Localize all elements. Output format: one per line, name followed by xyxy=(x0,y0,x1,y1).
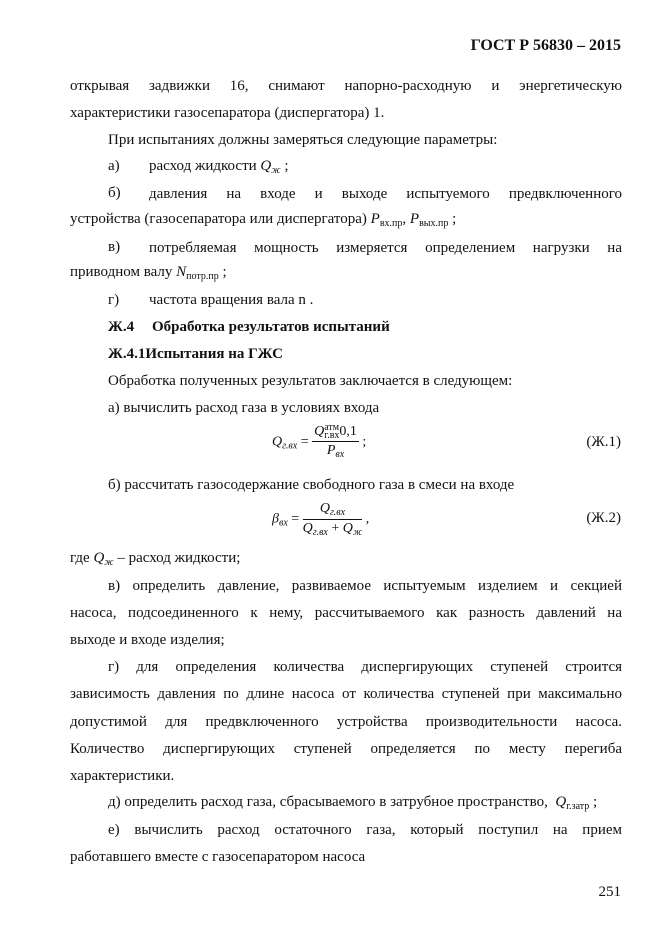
symbol: P xyxy=(370,211,380,227)
list-item-text: устройства (газосепаратора или диспергатора) xyxy=(70,211,367,227)
punctuation: ; xyxy=(284,158,289,174)
word: где xyxy=(70,550,90,566)
punctuation: , xyxy=(402,211,407,227)
formula-subscript: г.вх xyxy=(282,440,298,452)
paragraph-line: открывая задвижки 16, снимают напорно-расходную и энергетическую xyxy=(70,78,622,94)
plus-sign: + xyxy=(331,521,340,536)
paragraph-line xyxy=(70,550,240,568)
symbol: Q xyxy=(319,501,330,516)
paragraph-line: характеристики газосепаратора (диспергатора) 1. xyxy=(70,105,385,121)
equation-number: (Ж.2) xyxy=(586,510,621,526)
fraction-denominator xyxy=(312,442,359,460)
symbol-subscript: ж xyxy=(104,557,114,568)
list-item-text: давления на входе и выходе испытуемого предвключенного xyxy=(149,186,622,202)
formula-2 xyxy=(272,501,369,538)
paragraph-line: Обработка полученных результатов заключается в следующем: xyxy=(108,373,513,389)
list-marker: г) xyxy=(108,292,120,308)
symbol: Q xyxy=(342,521,353,536)
equals-sign: = xyxy=(291,511,300,527)
symbol: Q xyxy=(314,424,325,440)
symbol: Q xyxy=(302,521,313,536)
symbol: P xyxy=(326,443,336,459)
formula-subscript: г.вх xyxy=(312,527,328,538)
symbol: P xyxy=(409,211,420,227)
punctuation: ; xyxy=(593,794,598,810)
list-item-text: приводном валу xyxy=(70,264,173,280)
paragraph-line: При испытаниях должны замеряться следующие параметры: xyxy=(108,132,498,148)
list-item xyxy=(149,158,289,176)
list-marker: в) xyxy=(108,239,121,255)
list-item-continuation xyxy=(70,264,227,282)
punctuation: ; xyxy=(222,264,227,280)
paragraph-line: зависимость давления по длине насоса от количества ступеней при максимально xyxy=(70,686,622,702)
paragraph-line: Количество диспергирующих ступеней определяется по месту перегиба xyxy=(70,741,622,757)
paragraph-line: работавшего вместе с газосепаратором насоса xyxy=(70,849,366,865)
list-item-text: расход жидкости xyxy=(149,158,257,174)
fraction xyxy=(303,501,363,538)
punctuation: ; xyxy=(362,434,367,450)
subsection-title: Ж.4.1Испытания на ГЖС xyxy=(108,346,283,362)
symbol-subscript: потр.пр xyxy=(186,271,219,282)
section-title: Обработка результатов испытаний xyxy=(152,319,390,335)
document-header: ГОСТ Р 56830 – 2015 xyxy=(470,37,621,54)
superscript: атм xyxy=(324,422,340,433)
fraction xyxy=(312,424,359,460)
paragraph-line: выходе и входе изделия; xyxy=(70,632,225,648)
formula-lhs: Q xyxy=(272,434,283,450)
equation-number: (Ж.1) xyxy=(586,434,621,450)
list-marker: а) xyxy=(108,158,120,174)
paragraph-line: в) определить давление, развиваемое испытуемым изделием и секцией xyxy=(108,578,622,594)
paragraph-line: г) для определения количества диспергирующих ступеней строится xyxy=(108,659,622,675)
paragraph-line xyxy=(108,794,597,812)
paragraph-line: насоса, подсоединенного к нему, рассчитываемого как разность давлений на xyxy=(70,605,622,621)
punctuation: , xyxy=(365,511,370,527)
formula-1 xyxy=(272,424,366,460)
formula-subscript: ж xyxy=(352,527,363,538)
definition-text: – расход жидкости; xyxy=(117,550,241,566)
symbol-subscript: вх.пр xyxy=(379,218,403,229)
formula-subscript: г.вх xyxy=(329,507,346,518)
formula-subscript: г.вх xyxy=(324,430,340,441)
formula-subscript: вх xyxy=(335,449,345,461)
paragraph-line: допустимой для предвключенного устройства производительности насоса. xyxy=(70,714,622,730)
fraction-denominator xyxy=(303,520,363,538)
symbol: Q xyxy=(260,158,272,174)
formula-lhs: β xyxy=(272,511,279,527)
paragraph-line: е) вычислить расход остаточного газа, который поступил на прием xyxy=(108,822,622,838)
constant: 0,1 xyxy=(339,424,357,440)
paragraph-line: характеристики. xyxy=(70,768,175,784)
symbol-subscript: вых.пр xyxy=(419,218,449,229)
formula-subscript: вх xyxy=(278,517,288,529)
fraction-numerator xyxy=(312,424,359,442)
list-item-continuation xyxy=(70,211,456,229)
punctuation: ; xyxy=(452,211,457,227)
section-number: Ж.4 xyxy=(108,319,135,335)
list-item-text: потребляемая мощность измеряется определением нагрузки на xyxy=(149,240,622,256)
list-item-text: частота вращения вала n . xyxy=(149,292,314,308)
list-marker: б) xyxy=(108,185,121,201)
equals-sign: = xyxy=(300,434,309,450)
paragraph-line: а) вычислить расход газа в условиях входа xyxy=(108,400,380,416)
symbol: Q xyxy=(555,794,567,810)
fraction-numerator xyxy=(303,501,363,520)
symbol: N xyxy=(176,264,187,280)
paragraph-text: д) определить расход газа, сбрасываемого в затрубное пространство, xyxy=(108,794,548,810)
symbol: Q xyxy=(93,550,105,566)
paragraph-line: б) рассчитать газосодержание свободного газа в смеси на входе xyxy=(108,477,515,493)
symbol-subscript: г.затр xyxy=(566,801,590,812)
page-number: 251 xyxy=(598,884,621,900)
symbol-subscript: ж xyxy=(271,165,281,176)
